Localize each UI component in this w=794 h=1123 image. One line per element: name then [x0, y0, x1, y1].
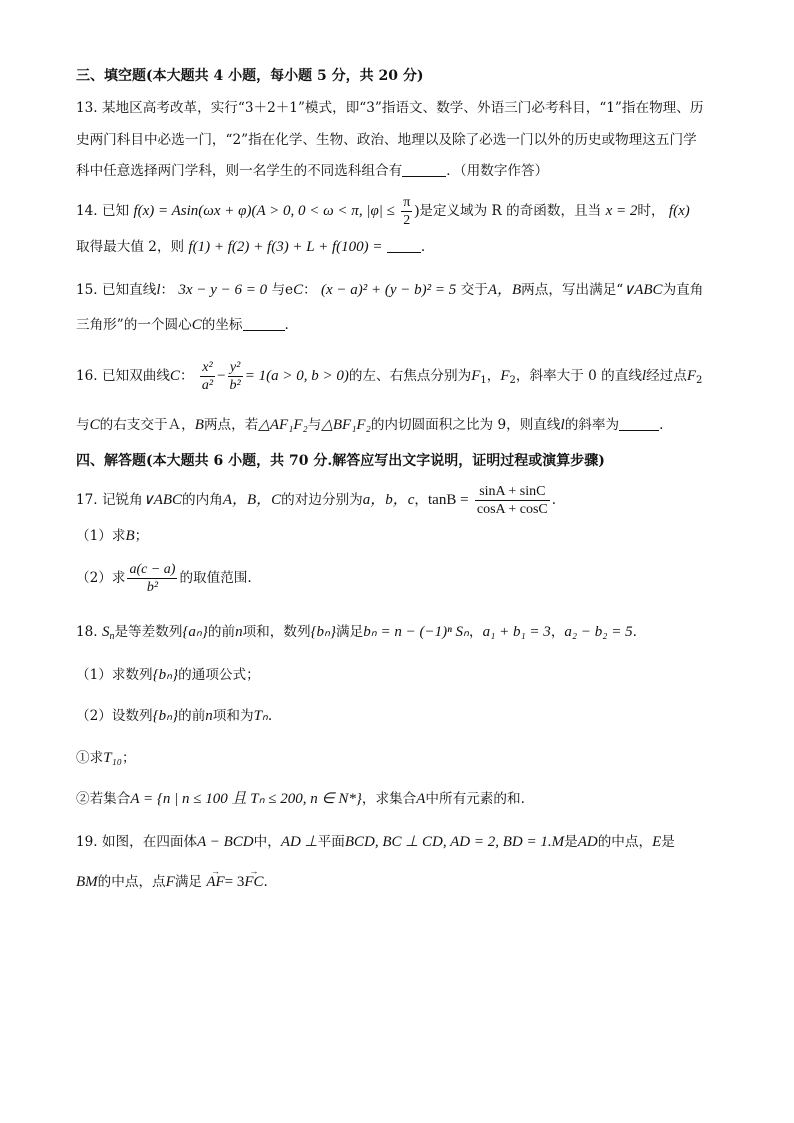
q14-number: 14. 已知: [76, 203, 130, 219]
q14-line-1: 14. 已知 f(x) = Asin(ωx + φ)(A > 0, 0 < ω < π, |φ| ≤ $\frac{\pi}{2}$ )是定义域为 R 的奇函数，且当 x = 2时， f(x): [76, 195, 690, 228]
q14-function: f(x) = Asin(ωx + φ)(A > 0, 0 < ω < π, |φ| ≤: [133, 203, 395, 219]
vector-af: → AF: [206, 872, 224, 892]
q17-part-1: （1）求B；: [76, 528, 149, 544]
q14-condition: x = 2: [605, 203, 638, 219]
section-3-title: 三、填空题(本大题共 4 小题，每小题 5 分，共 20 分): [76, 68, 424, 84]
q17-part-2: （2）求 $\frac{a(c - a)}{\text{b²}}$ 的取值范围.: [76, 562, 252, 595]
q14-sum: f(1) + f(2) + f(3) + L + f(100) =: [188, 239, 383, 255]
q16-x-fraction: $\frac{\text{x²}}{\text{a²}}$: [201, 360, 214, 393]
q17-line-1: 17. 记锐角∨ABC的内角A，B，C的对边分别为a，b，c，tanB = $\frac{\sin A + \sin C}{\cos A + \cos C}$ .: [76, 484, 557, 517]
q14-fx: f(x): [668, 203, 690, 219]
q16-line-1: 16. 已知双曲线C： $\frac{\text{x²}}{\text{a²}}$ − $\frac{\text{y²}}{\text{b²}}$ = 1(a > 0, b > 0)的左、右焦点分别为$F_1$，$F_2$，斜率大于 0 的直线l经过点$F_2$: [76, 360, 703, 393]
q18-set: A = {n | n ≤ 100 且 Tₙ ≤ 200, n ∈ N*}: [130, 791, 362, 807]
q14-pi-over-2: $\frac{\pi}{2}$: [403, 195, 411, 228]
q16-answer-blank[interactable]: [619, 416, 659, 431]
q18-line-1: 18. $S_n$是等差数列{aₙ}的前n项和，数列{bₙ}满足bₙ = n − (−1)ⁿ Sₙ，a₁ + b₁ = 3，a₂ − b₂ = 5.: [76, 624, 637, 642]
q13-line-3: [76, 161, 718, 181]
section-4-title: 四、解答题(本大题共 6 小题，共 70 分.解答应写出文字说明，证明过程或演算步骤): [76, 453, 605, 469]
q15-circle-eq: (x − a)² + (y − b)² = 5: [321, 282, 457, 298]
q15-line-eq: 3x − y − 6 = 0: [178, 282, 268, 298]
q14-line-2: 取得最大值 2，则 f(1) + f(2) + f(3) + L + f(100) = .: [76, 239, 426, 255]
vector-fc: → FC: [244, 872, 263, 892]
q13-line-1: 13. 某地区高考改革，实行“3＋2＋1”模式，即“3”指语文、数学、外语三门必考科目，“1”指在物理、历: [76, 100, 704, 116]
q15-line-2: 三角形”的一个圆心C的坐标 .: [76, 317, 289, 333]
q19-line-2: BM的中点，点F满足 → AF= 3→ FC.: [76, 872, 718, 892]
q17-part2-fraction: $\frac{a(c - a)}{\text{b²}}$: [129, 562, 176, 595]
q13-note: ．（用数字作答）: [446, 163, 549, 179]
q16-y-fraction: $\frac{\text{y²}}{\text{b²}}$: [229, 360, 241, 393]
q15-answer-blank[interactable]: [243, 316, 285, 331]
q13-answer-blank[interactable]: [402, 162, 446, 177]
q18-part-2: （2）设数列{bₙ}的前n项和为Tₙ.: [76, 708, 273, 724]
q17-tanB-fraction: $\frac{\sin A + \sin C}{\cos A + \cos C}$: [476, 484, 548, 517]
q15-line-1: 15. 已知直线l： 3x − y − 6 = 0 与eC： (x − a)² + (y − b)² = 5 交于A，B两点，写出满足“∨ABC为直角: [76, 282, 704, 298]
q14-answer-blank[interactable]: [387, 238, 421, 253]
q18-sub-1: ①求T₁₀；: [76, 750, 136, 766]
q18-relation: bₙ = n − (−1)ⁿ Sₙ: [363, 624, 470, 640]
q16-line-2: 与C的右支交于Ａ，B两点，若△AF₁F₂与△BF₁F₂的内切圆面积之比为 9，则直线l的斜率为 .: [76, 417, 664, 433]
q13-text: 科中任意选择两门学科，则一名学生的不同选科组合有: [76, 163, 403, 179]
q19-line-1: 19. 如图，在四面体A − BCD中，AD ⊥平面BCD, BC ⊥ CD, AD = 2, BD = 1.M是AD的中点，E是: [76, 834, 675, 850]
q13-line-2: 史两门科目中必选一门，“2”指在化学、生物、政治、地理以及除了必选一门以外的历史或物理这五门学: [76, 132, 697, 148]
q18-part-1: （1）求数列{bₙ}的通项公式；: [76, 667, 260, 683]
q18-sub-2: ②若集合A = {n | n ≤ 100 且 Tₙ ≤ 200, n ∈ N*}，求集合A中所有元素的和.: [76, 791, 525, 807]
